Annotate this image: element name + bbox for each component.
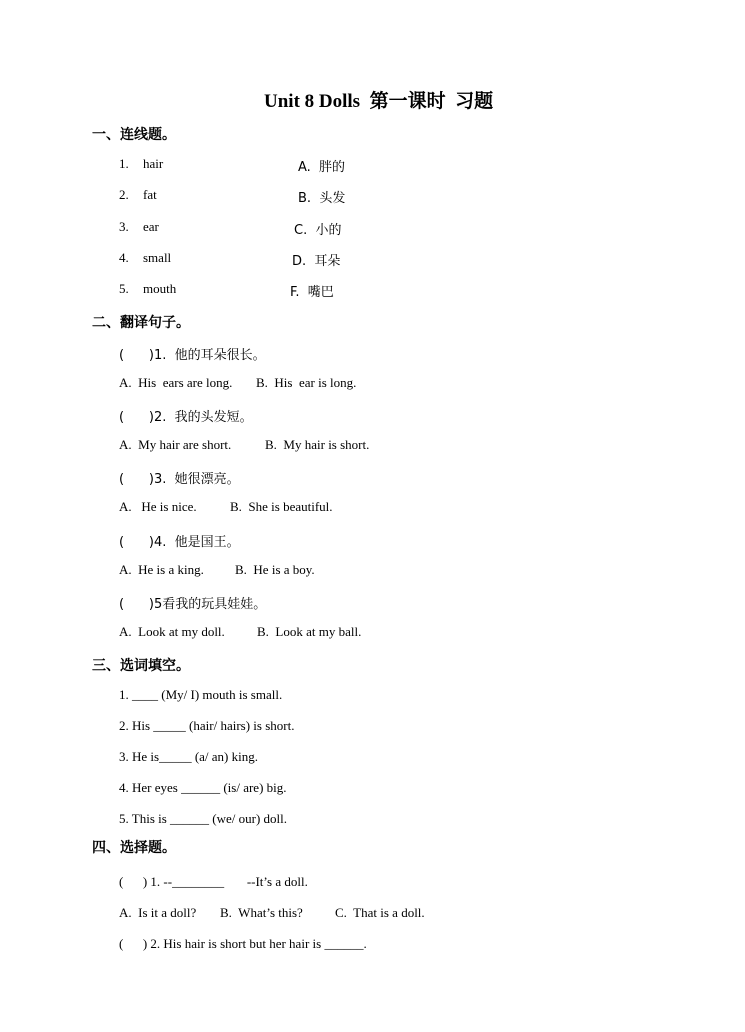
translate-option-b: B. She is beautiful. (230, 499, 333, 514)
match-left-num: 3. (119, 219, 129, 234)
match-right-option: C. 小的 (294, 223, 342, 238)
fill-blank-item: 2. His _____ (hair/ hairs) is short. (119, 718, 295, 733)
section-2-heading: 二、翻译句子。 (92, 315, 190, 331)
match-left-num: 2. (119, 187, 129, 202)
match-left-num: 4. (119, 250, 129, 265)
translate-option-a: A. He is nice. (119, 499, 197, 514)
page-title: Unit 8 Dolls 第一课时 习题 (264, 91, 494, 112)
translate-option-b: B. Look at my ball. (257, 624, 362, 639)
choice-option-a: A. Is it a doll? (119, 905, 197, 920)
fill-blank-item: 1. ____ (My/ I) mouth is small. (119, 687, 283, 702)
translate-question: ( )2. 我的头发短。 (119, 410, 253, 425)
translate-question: ( )5看我的玩具娃娃。 (119, 597, 267, 612)
match-left-num: 5. (119, 281, 129, 296)
translate-question: ( )4. 他是国王。 (119, 535, 240, 550)
match-left-word: mouth (143, 281, 177, 296)
section-1-heading: 一、连线题。 (92, 127, 176, 143)
match-left-word: ear (143, 219, 159, 234)
match-right-option: A. 胖的 (298, 160, 346, 175)
section-3-heading: 三、选词填空。 (92, 658, 190, 674)
match-left-word: small (143, 250, 172, 265)
translate-option-b: B. His ear is long. (256, 375, 357, 390)
choice-option-c: C. That is a doll. (335, 905, 425, 920)
translate-option-a: A. His ears are long. (119, 375, 233, 390)
translate-option-b: B. My hair is short. (265, 437, 370, 452)
match-right-option: F. 嘴巴 (290, 285, 334, 300)
match-left-num: 1. (119, 156, 129, 171)
match-left-word: hair (143, 156, 164, 171)
translate-option-b: B. He is a boy. (235, 562, 315, 577)
match-right-option: D. 耳朵 (292, 254, 341, 269)
translate-question: ( )1. 他的耳朵很长。 (119, 348, 266, 363)
choice-question: ( ) 2. His hair is short but her hair is ______. (119, 936, 367, 951)
choice-question: ( ) 1. --________ --It’s a doll. (119, 874, 308, 889)
match-left-word: fat (143, 187, 157, 202)
fill-blank-item: 5. This is ______ (we/ our) doll. (119, 811, 288, 826)
translate-question: ( )3. 她很漂亮。 (119, 472, 240, 487)
translate-option-a: A. He is a king. (119, 562, 204, 577)
translate-option-a: A. Look at my doll. (119, 624, 225, 639)
section-4-heading: 四、选择题。 (92, 840, 176, 856)
match-right-option: B. 头发 (298, 191, 346, 206)
translate-option-a: A. My hair are short. (119, 437, 232, 452)
fill-blank-item: 4. Her eyes ______ (is/ are) big. (119, 780, 287, 795)
fill-blank-item: 3. He is_____ (a/ an) king. (119, 749, 259, 764)
choice-option-b: B. What’s this? (220, 905, 303, 920)
